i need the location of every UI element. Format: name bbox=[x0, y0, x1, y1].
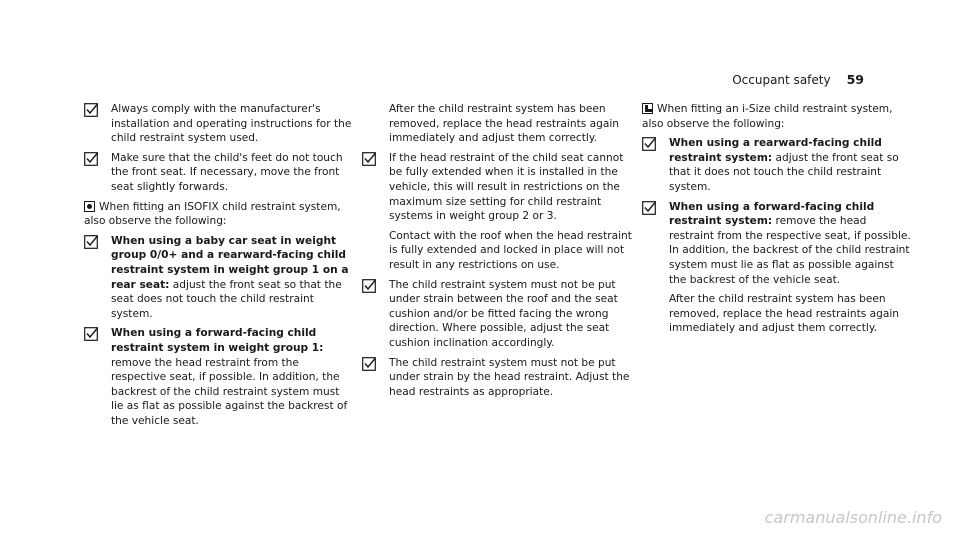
isofix-icon bbox=[84, 201, 95, 212]
item-text: Always comply with the manufacturer's installation and operating instructions for the child restraint system used. bbox=[111, 103, 352, 145]
list-item bbox=[642, 136, 912, 194]
list-item bbox=[84, 151, 352, 195]
list-item bbox=[642, 200, 912, 288]
column-3 bbox=[642, 102, 912, 341]
checkbox-tick-icon bbox=[642, 137, 656, 151]
column-1 bbox=[84, 102, 352, 433]
i-size-icon bbox=[642, 103, 653, 114]
checkbox-tick-icon bbox=[84, 235, 98, 249]
checkbox-tick-icon bbox=[84, 327, 98, 341]
item-text: remove the head restraint from the respective seat, if possible. In addition, the backrest of the child restraint system must lie as flat as possible against the backrest of the vehicle seat. bbox=[669, 215, 911, 286]
paragraph: After the child restraint system has been removed, replace the head restraints again immediately and adjust them correctly. bbox=[669, 293, 899, 335]
checkbox-tick-icon bbox=[642, 201, 656, 215]
item-text: If the head restraint of the child seat cannot be fully extended when it is installed in the vehicle, this will result in restrictions on the maximum size setting for child restraint systems in weight group 2 or 3. bbox=[389, 151, 624, 223]
item-heading: When using a forward-facing child restraint system in weight group 1: bbox=[111, 327, 324, 354]
item-text: adjust the front seat so that it does not touch the child restraint system. bbox=[669, 151, 899, 193]
checkbox-tick-icon bbox=[84, 103, 98, 117]
list-item bbox=[84, 326, 352, 428]
item-heading: When using a rearward-facing child restraint system: bbox=[669, 137, 882, 164]
item-text: The child restraint system must not be put under strain by the head restraint. Adjust the head restraints as appropriate. bbox=[389, 356, 630, 398]
item-text: The child restraint system must not be put under strain between the roof and the seat cushion and/or be fitted facing the wrong direction. Where possible, adjust the seat cushion inclination accordingly. bbox=[389, 278, 618, 349]
list-item bbox=[362, 151, 632, 224]
isize-note-text: When fitting an i-Size child restraint system, also observe the following: bbox=[642, 103, 893, 130]
checkbox-tick-icon bbox=[362, 357, 376, 371]
section-title: Occupant safety bbox=[732, 73, 831, 87]
watermark: carmanualsonline.info bbox=[764, 508, 942, 527]
page-header bbox=[732, 72, 864, 87]
isofix-note bbox=[84, 200, 352, 229]
isize-note bbox=[642, 102, 912, 131]
isofix-note-text: When fitting an ISOFIX child restraint system, also observe the following: bbox=[84, 200, 341, 228]
checkbox-tick-icon bbox=[362, 152, 376, 166]
item-heading: When using a baby car seat in weight group 0/0+ and a rearward-facing child restraint system in weight group 1 on a rear seat: bbox=[111, 234, 349, 291]
list-item bbox=[362, 356, 632, 400]
item-heading: When using a forward-facing child restraint system: bbox=[669, 200, 875, 228]
paragraph: After the child restraint system has been removed, replace the head restraints again immediately and adjust them correctly. bbox=[389, 103, 619, 145]
column-2 bbox=[362, 102, 632, 404]
item-text: Make sure that the child's feet do not touch the front seat. If necessary, move the front seat slightly forwards. bbox=[111, 151, 343, 193]
checkbox-tick-icon bbox=[84, 152, 98, 166]
list-item bbox=[84, 234, 352, 322]
list-item bbox=[362, 278, 632, 351]
item-text: adjust the front seat so that the seat does not touch the child restraint system. bbox=[111, 278, 342, 320]
page-number: 59 bbox=[846, 72, 864, 87]
checkbox-tick-icon bbox=[362, 279, 376, 293]
item-text: remove the head restraint from the respective seat, if possible. In addition, the backrest of the child restraint system must lie as flat as possible against the backrest of the vehicle seat. bbox=[111, 356, 348, 427]
list-item bbox=[84, 102, 352, 146]
paragraph: Contact with the roof when the head restraint is fully extended and locked in place will not result in any restrictions on use. bbox=[389, 229, 632, 271]
